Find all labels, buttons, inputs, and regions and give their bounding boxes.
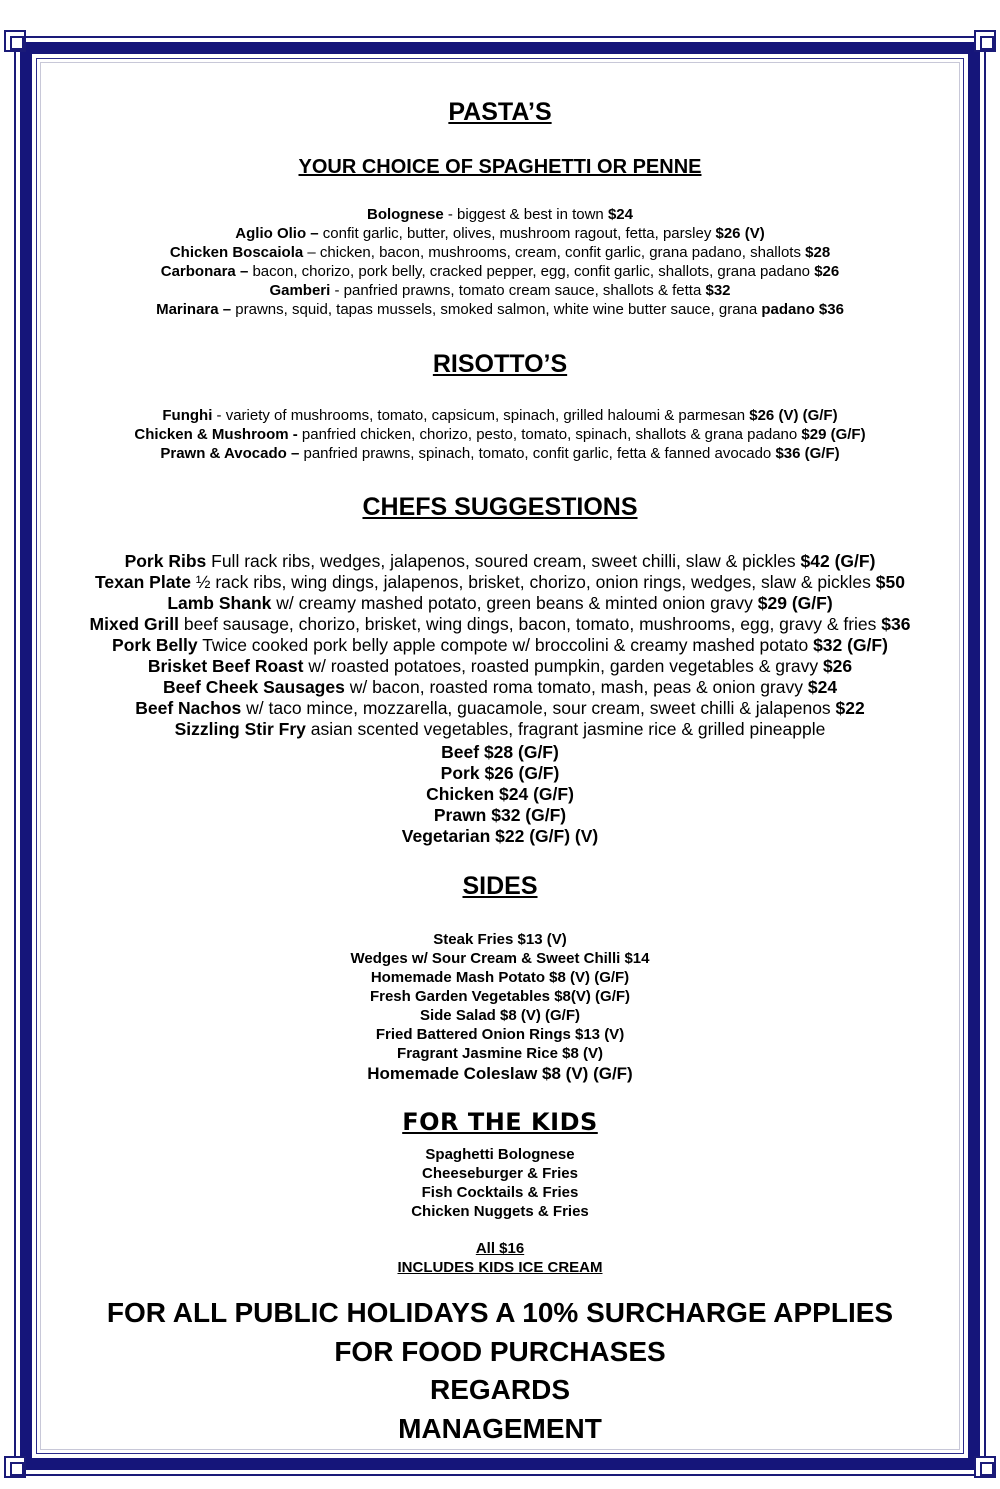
menu-item: Sizzling Stir Fry asian scented vegetables, fragrant jasmine rice & grilled pineapple	[174, 719, 826, 739]
pasta-subtitle: YOUR CHOICE OF SPAGHETTI OR PENNE	[298, 156, 702, 178]
menu-item: Chicken Boscaiola – chicken, bacon, mushrooms, cream, confit garlic, grana padano, shallots $28	[169, 244, 831, 261]
menu-item: Prawn & Avocado – panfried prawns, spinach, tomato, confit garlic, fetta & fanned avocado $36 (G/F)	[160, 445, 840, 462]
pasta-list	[40, 205, 960, 319]
side-item: Fresh Garden Vegetables $8(V) (G/F)	[369, 988, 631, 1005]
side-item: Side Salad $8 (V) (G/F)	[419, 1007, 581, 1024]
menu-item: Pork Belly Twice cooked pork belly apple compote w/ broccolini & creamy mashed potato $32 (G/F)	[112, 635, 888, 655]
menu-item: Texan Plate ½ rack ribs, wing dings, jalapenos, brisket, chorizo, onion rings, wedges, slaw & pickles $50	[95, 572, 905, 592]
stirfry-option: Pork $26 (G/F)	[440, 763, 560, 783]
stirfry-options	[40, 742, 960, 847]
kids-price-notes	[40, 1239, 960, 1277]
menu-item: Beef Cheek Sausages w/ bacon, roasted roma tomato, mash, peas & onion gravy $24	[162, 677, 838, 697]
sides-heading: SIDES	[462, 872, 538, 900]
corner-ornament-bottom-right	[974, 1456, 996, 1478]
menu-item: Pork Ribs Full rack ribs, wedges, jalapenos, soured cream, sweet chilli, slaw & pickles $42 (G/F)	[124, 551, 876, 571]
notice-line: MANAGEMENT	[398, 1412, 602, 1444]
kids-includes: INCLUDES KIDS ICE CREAM	[397, 1259, 603, 1276]
menu-item: Bolognese - biggest & best in town $24	[367, 206, 633, 223]
menu-item: Carbonara – bacon, chorizo, pork belly, cracked pepper, egg, confit garlic, shallots, grana padano $26	[160, 263, 840, 280]
menu-item: Funghi - variety of mushrooms, tomato, capsicum, spinach, grilled haloumi & parmesan $26 (V) (G/F)	[162, 407, 838, 424]
kids-list	[40, 1145, 960, 1221]
menu-item: Lamb Shank w/ creamy mashed potato, green beans & minted onion gravy $29 (G/F)	[167, 593, 833, 613]
side-item: Homemade Coleslaw $8 (V) (G/F)	[367, 1064, 633, 1083]
stirfry-option: Prawn $32 (G/F)	[433, 805, 567, 825]
stirfry-option: Beef $28 (G/F)	[441, 742, 559, 762]
side-item: Fragrant Jasmine Rice $8 (V)	[397, 1045, 603, 1062]
risotto-list	[40, 406, 960, 463]
menu-page	[40, 62, 960, 1450]
stirfry-option: Vegetarian $22 (G/F) (V)	[401, 826, 599, 846]
stirfry-option: Chicken $24 (G/F)	[426, 784, 574, 804]
notice-line: FOR FOOD PURCHASES	[334, 1335, 666, 1367]
holiday-notice	[40, 1294, 960, 1448]
menu-item: Brisket Beef Roast w/ roasted potatoes, roasted pumpkin, garden vegetables & gravy $26	[147, 656, 853, 676]
side-item: Steak Fries $13 (V)	[433, 931, 567, 948]
pasta-heading: PASTA’S	[448, 98, 552, 126]
kids-item: Cheeseburger & Fries	[422, 1165, 578, 1182]
corner-ornament-bottom-left	[4, 1456, 26, 1478]
notice-line: REGARDS	[429, 1374, 570, 1405]
kids-price: All $16	[475, 1240, 525, 1257]
side-item: Homemade Mash Potato $8 (V) (G/F)	[370, 969, 630, 986]
menu-item: Aglio Olio – confit garlic, butter, olives, mushroom ragout, fetta, parsley $26 (V)	[235, 225, 765, 242]
side-item: Fried Battered Onion Rings $13 (V)	[375, 1026, 625, 1043]
kids-item: Chicken Nuggets & Fries	[411, 1203, 589, 1220]
risotto-heading: RISOTTO’S	[432, 350, 568, 378]
sides-list	[40, 930, 960, 1084]
menu-item: Mixed Grill beef sausage, chorizo, brisket, wing dings, bacon, tomato, mushrooms, egg, gravy & fries $36	[89, 614, 911, 634]
chefs-heading: CHEFS SUGGESTIONS	[362, 493, 638, 521]
side-item: Wedges w/ Sour Cream & Sweet Chilli $14	[350, 950, 650, 967]
corner-ornament-top-left	[4, 30, 26, 52]
menu-item: Marinara – prawns, squid, tapas mussels, smoked salmon, white wine butter sauce, grana padano $36	[156, 301, 844, 318]
kids-heading: FOR THE KIDS	[402, 1108, 598, 1136]
kids-item: Spaghetti Bolognese	[425, 1146, 575, 1163]
menu-item: Chicken & Mushroom - panfried chicken, chorizo, pesto, tomato, spinach, shallots & grana padano $29 (G/F)	[134, 426, 866, 443]
menu-item: Gamberi - panfried prawns, tomato cream sauce, shallots & fetta $32	[269, 282, 731, 299]
notice-line: FOR ALL PUBLIC HOLIDAYS A 10% SURCHARGE APPLIES	[106, 1297, 894, 1328]
kids-item: Fish Cocktails & Fries	[421, 1184, 579, 1201]
menu-item: Beef Nachos w/ taco mince, mozzarella, guacamole, sour cream, sweet chilli & jalapenos $22	[135, 698, 865, 718]
corner-ornament-top-right	[974, 30, 996, 52]
chefs-list	[40, 551, 960, 740]
